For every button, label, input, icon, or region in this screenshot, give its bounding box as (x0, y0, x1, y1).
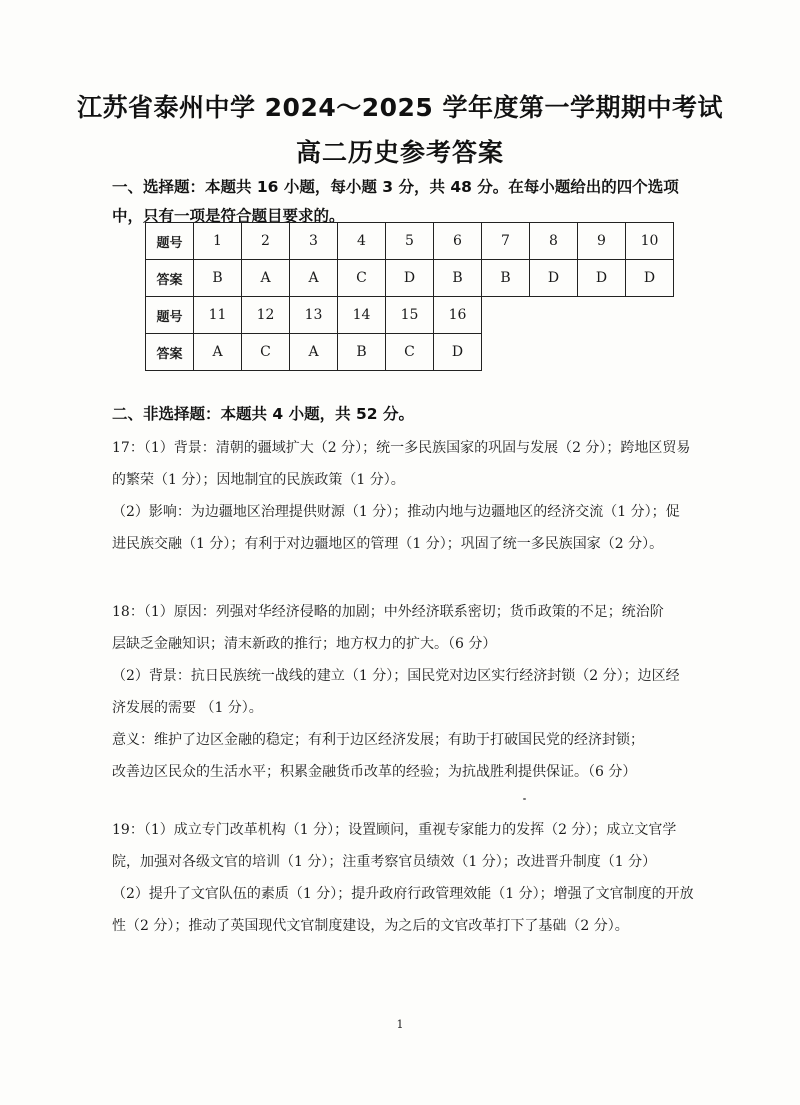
empty-cell (482, 297, 530, 334)
row-label-number: 题号 (146, 297, 194, 334)
empty-cell (482, 334, 530, 371)
table-row-answers-1 (146, 260, 674, 297)
answer-line: （2）影响：为边疆地区治理提供财源（1 分）；推动内地与边疆地区的经济交流（1 分）；促 (112, 504, 680, 520)
question-number-cell: 15 (386, 297, 434, 334)
exam-subtitle: 高二历史参考答案 (295, 138, 504, 167)
answer-line: 性（2 分）；推动了英国现代文官制度建设，为之后的文官改革打下了基础（2 分）。 (112, 918, 629, 934)
answer-line: 院，加强对各级文官的培训（1 分）；注重考察官员绩效（1 分）；改进晋升制度（1 分） (112, 854, 657, 870)
answer-line: 改善边区民众的生活水平；积累金融货币改革的经验；为抗战胜利提供保证。（6 分） (112, 764, 637, 780)
answer-cell: A (194, 334, 242, 371)
empty-cell (626, 334, 674, 371)
empty-cell (578, 297, 626, 334)
table-row-answers-2 (146, 334, 674, 371)
answer-cell: D (578, 260, 626, 297)
question-number-cell: 9 (578, 223, 626, 260)
question-17-answer (112, 432, 697, 560)
question-18-answer (112, 596, 697, 788)
answer-table (145, 222, 674, 371)
page-number: 1 (396, 1018, 404, 1031)
answer-cell: D (626, 260, 674, 297)
exam-title: 江苏省泰州中学 2024～2025 学年度第一学期期中考试 (76, 93, 724, 122)
row-label-number: 题号 (146, 223, 194, 260)
question-number-cell: 14 (338, 297, 386, 334)
answer-cell: C (242, 334, 290, 371)
answer-line: 进民族交融（1 分）；有利于对边疆地区的管理（1 分）；巩固了统一多民族国家（2 分）。 (112, 536, 664, 552)
question-number-cell: 6 (434, 223, 482, 260)
answer-line: 的繁荣（1 分）；因地制宜的民族政策（1 分）。 (112, 472, 405, 488)
answer-cell: A (290, 334, 338, 371)
answer-line: 18：（1）原因：列强对华经济侵略的加剧；中外经济联系密切；货币政策的不足；统治阶 (112, 604, 664, 620)
question-number-cell: 4 (338, 223, 386, 260)
question-19-answer (112, 814, 697, 942)
answer-line: （2）背景：抗日民族统一战线的建立（1 分）；国民党对边区实行经济封锁（2 分）；边区经 (112, 668, 680, 684)
row-label-answer: 答案 (146, 260, 194, 297)
empty-cell (530, 297, 578, 334)
answer-cell: B (434, 260, 482, 297)
answer-line: 17：（1）背景：清朝的疆域扩大（2 分）；统一多民族国家的巩固与发展（2 分）；跨地区贸易 (112, 440, 691, 456)
question-number-cell: 1 (194, 223, 242, 260)
question-number-cell: 8 (530, 223, 578, 260)
question-number-cell: 13 (290, 297, 338, 334)
table-row-numbers-2 (146, 297, 674, 334)
question-number-cell: 11 (194, 297, 242, 334)
section2-heading: 二、非选择题：本题共 4 小题，共 52 分。 (112, 405, 414, 423)
answer-cell: B (194, 260, 242, 297)
answer-cell: C (338, 260, 386, 297)
answer-line: （2）提升了文官队伍的素质（1 分）；提升政府行政管理效能（1 分）；增强了文官制度的开放 (112, 886, 694, 902)
question-number-cell: 12 (242, 297, 290, 334)
empty-cell (530, 334, 578, 371)
scan-speck (523, 798, 526, 800)
answer-cell: D (530, 260, 578, 297)
answer-line: 意义：维护了边区金融的稳定；有利于边区经济发展；有助于打破国民党的经济封锁； (112, 732, 644, 748)
question-number-cell: 16 (434, 297, 482, 334)
question-number-cell: 3 (290, 223, 338, 260)
answer-cell: D (386, 260, 434, 297)
answer-line: 济发展的需要 （1 分）。 (112, 700, 263, 716)
question-number-cell: 5 (386, 223, 434, 260)
answer-cell: B (338, 334, 386, 371)
question-number-cell: 2 (242, 223, 290, 260)
empty-cell (626, 297, 674, 334)
answer-cell: C (386, 334, 434, 371)
empty-cell (578, 334, 626, 371)
answer-line: 层缺乏金融知识；清末新政的推行；地方权力的扩大。（6 分） (112, 636, 497, 652)
section1-heading-line1: 一、选择题：本题共 16 小题，每小题 3 分，共 48 分。在每小题给出的四个选项 (112, 178, 679, 196)
section1-heading-line2: 中，只有一项是符合题目要求的。 (112, 207, 345, 225)
row-label-answer: 答案 (146, 334, 194, 371)
answer-cell: B (482, 260, 530, 297)
answer-line: 19：（1）成立专门改革机构（1 分）；设置顾问，重视专家能力的发挥（2 分）；成立文官学 (112, 822, 677, 838)
answer-cell: D (434, 334, 482, 371)
table-row-numbers-1 (146, 223, 674, 260)
question-number-cell: 10 (626, 223, 674, 260)
question-number-cell: 7 (482, 223, 530, 260)
answer-cell: A (242, 260, 290, 297)
answer-cell: A (290, 260, 338, 297)
